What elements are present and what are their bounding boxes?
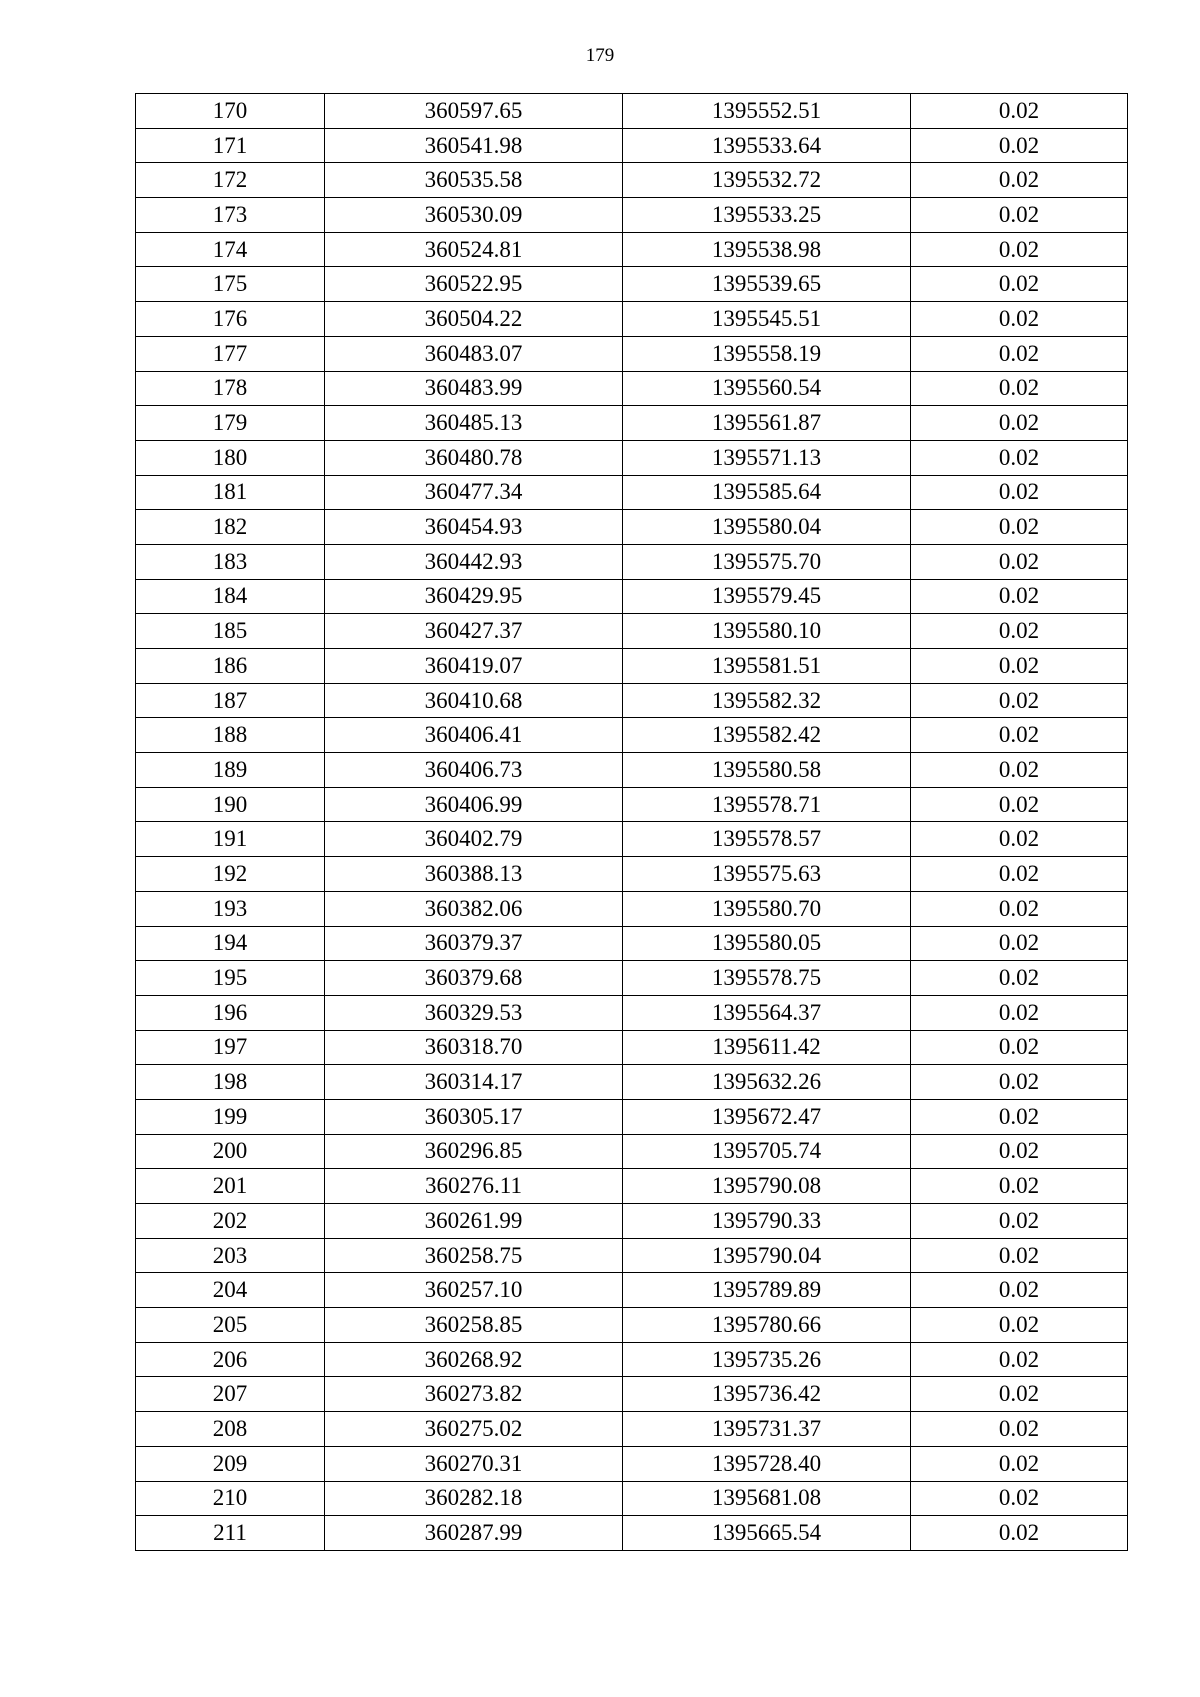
x-coordinate-cell: 360276.11	[325, 1169, 623, 1204]
point-number-cell: 187	[136, 683, 325, 718]
table-row	[136, 510, 1128, 545]
y-coordinate-cell: 1395538.98	[623, 232, 911, 267]
point-number-cell: 184	[136, 579, 325, 614]
error-cell: 0.02	[911, 1134, 1128, 1169]
error-cell: 0.02	[911, 510, 1128, 545]
table-row	[136, 232, 1128, 267]
y-coordinate-cell: 1395790.33	[623, 1204, 911, 1239]
error-cell: 0.02	[911, 1516, 1128, 1551]
point-number-cell: 207	[136, 1377, 325, 1412]
point-number-cell: 202	[136, 1204, 325, 1239]
error-cell: 0.02	[911, 857, 1128, 892]
error-cell: 0.02	[911, 1308, 1128, 1343]
error-cell: 0.02	[911, 891, 1128, 926]
point-number-cell: 188	[136, 718, 325, 753]
table-row	[136, 961, 1128, 996]
y-coordinate-cell: 1395533.25	[623, 198, 911, 233]
point-number-cell: 201	[136, 1169, 325, 1204]
point-number-cell: 205	[136, 1308, 325, 1343]
error-cell: 0.02	[911, 336, 1128, 371]
y-coordinate-cell: 1395558.19	[623, 336, 911, 371]
error-cell: 0.02	[911, 440, 1128, 475]
table-row	[136, 544, 1128, 579]
error-cell: 0.02	[911, 579, 1128, 614]
x-coordinate-cell: 360522.95	[325, 267, 623, 302]
y-coordinate-cell: 1395735.26	[623, 1342, 911, 1377]
x-coordinate-cell: 360485.13	[325, 406, 623, 441]
x-coordinate-cell: 360454.93	[325, 510, 623, 545]
y-coordinate-cell: 1395665.54	[623, 1516, 911, 1551]
point-number-cell: 176	[136, 302, 325, 337]
error-cell: 0.02	[911, 163, 1128, 198]
point-number-cell: 209	[136, 1446, 325, 1481]
table-row	[136, 579, 1128, 614]
y-coordinate-cell: 1395552.51	[623, 94, 911, 129]
point-number-cell: 180	[136, 440, 325, 475]
error-cell: 0.02	[911, 1481, 1128, 1516]
error-cell: 0.02	[911, 649, 1128, 684]
table-row	[136, 1446, 1128, 1481]
point-number-cell: 182	[136, 510, 325, 545]
y-coordinate-cell: 1395581.51	[623, 649, 911, 684]
point-number-cell: 189	[136, 753, 325, 788]
table-row	[136, 267, 1128, 302]
point-number-cell: 173	[136, 198, 325, 233]
x-coordinate-cell: 360483.99	[325, 371, 623, 406]
error-cell: 0.02	[911, 822, 1128, 857]
x-coordinate-cell: 360305.17	[325, 1099, 623, 1134]
x-coordinate-cell: 360275.02	[325, 1412, 623, 1447]
x-coordinate-cell: 360406.99	[325, 787, 623, 822]
point-number-cell: 203	[136, 1238, 325, 1273]
x-coordinate-cell: 360329.53	[325, 995, 623, 1030]
y-coordinate-cell: 1395561.87	[623, 406, 911, 441]
point-number-cell: 210	[136, 1481, 325, 1516]
table-row	[136, 1238, 1128, 1273]
point-number-cell: 196	[136, 995, 325, 1030]
x-coordinate-cell: 360524.81	[325, 232, 623, 267]
table-row	[136, 198, 1128, 233]
x-coordinate-cell: 360282.18	[325, 1481, 623, 1516]
x-coordinate-cell: 360296.85	[325, 1134, 623, 1169]
table-row	[136, 371, 1128, 406]
table-row	[136, 94, 1128, 129]
error-cell: 0.02	[911, 302, 1128, 337]
x-coordinate-cell: 360504.22	[325, 302, 623, 337]
table-body	[136, 94, 1128, 1551]
point-number-cell: 190	[136, 787, 325, 822]
point-number-cell: 211	[136, 1516, 325, 1551]
point-number-cell: 175	[136, 267, 325, 302]
error-cell: 0.02	[911, 1342, 1128, 1377]
x-coordinate-cell: 360261.99	[325, 1204, 623, 1239]
y-coordinate-cell: 1395579.45	[623, 579, 911, 614]
y-coordinate-cell: 1395580.05	[623, 926, 911, 961]
error-cell: 0.02	[911, 961, 1128, 996]
error-cell: 0.02	[911, 753, 1128, 788]
y-coordinate-cell: 1395532.72	[623, 163, 911, 198]
y-coordinate-cell: 1395580.70	[623, 891, 911, 926]
page-number: 179	[585, 45, 615, 66]
error-cell: 0.02	[911, 1204, 1128, 1239]
x-coordinate-cell: 360273.82	[325, 1377, 623, 1412]
y-coordinate-cell: 1395580.04	[623, 510, 911, 545]
point-number-cell: 186	[136, 649, 325, 684]
point-number-cell: 178	[136, 371, 325, 406]
y-coordinate-cell: 1395790.04	[623, 1238, 911, 1273]
x-coordinate-cell: 360442.93	[325, 544, 623, 579]
x-coordinate-cell: 360402.79	[325, 822, 623, 857]
point-number-cell: 172	[136, 163, 325, 198]
point-number-cell: 177	[136, 336, 325, 371]
x-coordinate-cell: 360480.78	[325, 440, 623, 475]
point-number-cell: 192	[136, 857, 325, 892]
table-row	[136, 718, 1128, 753]
point-number-cell: 193	[136, 891, 325, 926]
point-number-cell: 191	[136, 822, 325, 857]
table-row	[136, 302, 1128, 337]
table-row	[136, 1099, 1128, 1134]
y-coordinate-cell: 1395580.10	[623, 614, 911, 649]
y-coordinate-cell: 1395585.64	[623, 475, 911, 510]
table-row	[136, 1134, 1128, 1169]
point-number-cell: 200	[136, 1134, 325, 1169]
x-coordinate-cell: 360257.10	[325, 1273, 623, 1308]
error-cell: 0.02	[911, 1169, 1128, 1204]
y-coordinate-cell: 1395780.66	[623, 1308, 911, 1343]
y-coordinate-cell: 1395578.75	[623, 961, 911, 996]
x-coordinate-cell: 360406.73	[325, 753, 623, 788]
y-coordinate-cell: 1395539.65	[623, 267, 911, 302]
error-cell: 0.02	[911, 1446, 1128, 1481]
y-coordinate-cell: 1395578.71	[623, 787, 911, 822]
error-cell: 0.02	[911, 544, 1128, 579]
y-coordinate-cell: 1395632.26	[623, 1065, 911, 1100]
table-row	[136, 1481, 1128, 1516]
error-cell: 0.02	[911, 94, 1128, 129]
error-cell: 0.02	[911, 1030, 1128, 1065]
point-number-cell: 195	[136, 961, 325, 996]
table-row	[136, 995, 1128, 1030]
error-cell: 0.02	[911, 1273, 1128, 1308]
point-number-cell: 204	[136, 1273, 325, 1308]
error-cell: 0.02	[911, 1412, 1128, 1447]
table-row	[136, 857, 1128, 892]
y-coordinate-cell: 1395611.42	[623, 1030, 911, 1065]
table-row	[136, 1308, 1128, 1343]
y-coordinate-cell: 1395533.64	[623, 128, 911, 163]
x-coordinate-cell: 360258.75	[325, 1238, 623, 1273]
x-coordinate-cell: 360318.70	[325, 1030, 623, 1065]
y-coordinate-cell: 1395681.08	[623, 1481, 911, 1516]
y-coordinate-cell: 1395575.70	[623, 544, 911, 579]
table-row	[136, 1169, 1128, 1204]
y-coordinate-cell: 1395575.63	[623, 857, 911, 892]
x-coordinate-cell: 360287.99	[325, 1516, 623, 1551]
y-coordinate-cell: 1395564.37	[623, 995, 911, 1030]
error-cell: 0.02	[911, 718, 1128, 753]
error-cell: 0.02	[911, 1099, 1128, 1134]
table-row	[136, 1412, 1128, 1447]
x-coordinate-cell: 360535.58	[325, 163, 623, 198]
point-number-cell: 179	[136, 406, 325, 441]
table-row	[136, 336, 1128, 371]
error-cell: 0.02	[911, 406, 1128, 441]
error-cell: 0.02	[911, 614, 1128, 649]
y-coordinate-cell: 1395705.74	[623, 1134, 911, 1169]
error-cell: 0.02	[911, 198, 1128, 233]
y-coordinate-cell: 1395582.32	[623, 683, 911, 718]
x-coordinate-cell: 360379.37	[325, 926, 623, 961]
x-coordinate-cell: 360483.07	[325, 336, 623, 371]
table-row	[136, 1377, 1128, 1412]
y-coordinate-cell: 1395728.40	[623, 1446, 911, 1481]
x-coordinate-cell: 360314.17	[325, 1065, 623, 1100]
x-coordinate-cell: 360258.85	[325, 1308, 623, 1343]
error-cell: 0.02	[911, 787, 1128, 822]
table-row	[136, 649, 1128, 684]
table-row	[136, 683, 1128, 718]
table-row	[136, 440, 1128, 475]
x-coordinate-cell: 360429.95	[325, 579, 623, 614]
error-cell: 0.02	[911, 683, 1128, 718]
y-coordinate-cell: 1395580.58	[623, 753, 911, 788]
table-row	[136, 475, 1128, 510]
y-coordinate-cell: 1395578.57	[623, 822, 911, 857]
table-row	[136, 753, 1128, 788]
table-row	[136, 406, 1128, 441]
error-cell: 0.02	[911, 475, 1128, 510]
x-coordinate-cell: 360388.13	[325, 857, 623, 892]
coordinates-table	[135, 93, 1128, 1551]
table-row	[136, 1030, 1128, 1065]
x-coordinate-cell: 360410.68	[325, 683, 623, 718]
table-row	[136, 1204, 1128, 1239]
table-row	[136, 891, 1128, 926]
point-number-cell: 208	[136, 1412, 325, 1447]
point-number-cell: 174	[136, 232, 325, 267]
point-number-cell: 170	[136, 94, 325, 129]
error-cell: 0.02	[911, 232, 1128, 267]
table-row	[136, 614, 1128, 649]
table-row	[136, 128, 1128, 163]
y-coordinate-cell: 1395789.89	[623, 1273, 911, 1308]
table-row	[136, 822, 1128, 857]
y-coordinate-cell: 1395571.13	[623, 440, 911, 475]
point-number-cell: 197	[136, 1030, 325, 1065]
table-row	[136, 926, 1128, 961]
error-cell: 0.02	[911, 267, 1128, 302]
table-row	[136, 1342, 1128, 1377]
x-coordinate-cell: 360268.92	[325, 1342, 623, 1377]
x-coordinate-cell: 360541.98	[325, 128, 623, 163]
error-cell: 0.02	[911, 128, 1128, 163]
table-row	[136, 787, 1128, 822]
point-number-cell: 181	[136, 475, 325, 510]
table-row	[136, 1516, 1128, 1551]
error-cell: 0.02	[911, 995, 1128, 1030]
point-number-cell: 194	[136, 926, 325, 961]
x-coordinate-cell: 360419.07	[325, 649, 623, 684]
y-coordinate-cell: 1395672.47	[623, 1099, 911, 1134]
error-cell: 0.02	[911, 1238, 1128, 1273]
y-coordinate-cell: 1395731.37	[623, 1412, 911, 1447]
error-cell: 0.02	[911, 1065, 1128, 1100]
y-coordinate-cell: 1395582.42	[623, 718, 911, 753]
x-coordinate-cell: 360477.34	[325, 475, 623, 510]
point-number-cell: 183	[136, 544, 325, 579]
point-number-cell: 198	[136, 1065, 325, 1100]
x-coordinate-cell: 360270.31	[325, 1446, 623, 1481]
x-coordinate-cell: 360382.06	[325, 891, 623, 926]
point-number-cell: 206	[136, 1342, 325, 1377]
y-coordinate-cell: 1395790.08	[623, 1169, 911, 1204]
error-cell: 0.02	[911, 926, 1128, 961]
point-number-cell: 171	[136, 128, 325, 163]
y-coordinate-cell: 1395560.54	[623, 371, 911, 406]
x-coordinate-cell: 360597.65	[325, 94, 623, 129]
y-coordinate-cell: 1395736.42	[623, 1377, 911, 1412]
table-row	[136, 1273, 1128, 1308]
error-cell: 0.02	[911, 371, 1128, 406]
x-coordinate-cell: 360406.41	[325, 718, 623, 753]
x-coordinate-cell: 360427.37	[325, 614, 623, 649]
point-number-cell: 185	[136, 614, 325, 649]
y-coordinate-cell: 1395545.51	[623, 302, 911, 337]
table-row	[136, 1065, 1128, 1100]
x-coordinate-cell: 360530.09	[325, 198, 623, 233]
table-row	[136, 163, 1128, 198]
point-number-cell: 199	[136, 1099, 325, 1134]
error-cell: 0.02	[911, 1377, 1128, 1412]
x-coordinate-cell: 360379.68	[325, 961, 623, 996]
